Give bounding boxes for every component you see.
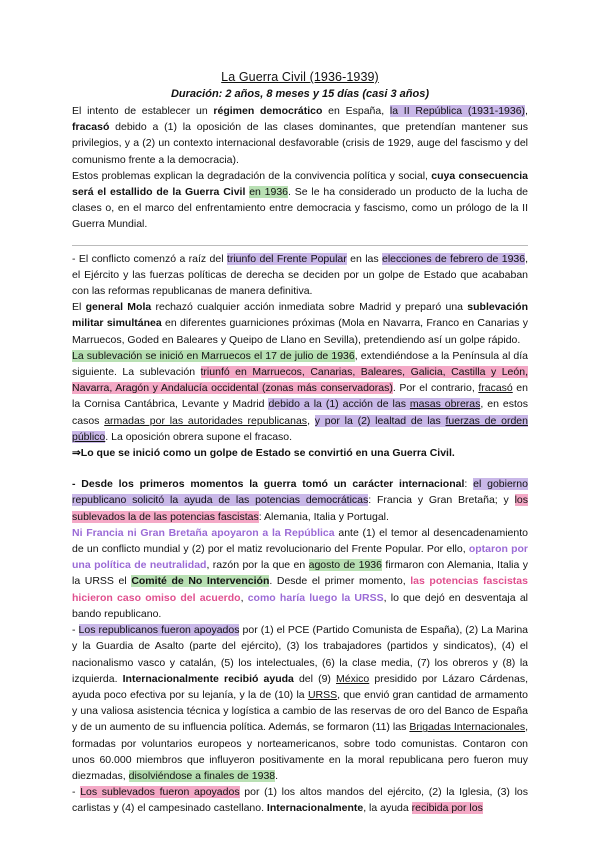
intro-paragraph-1: El intento de establecer un régimen democrático en España, la II República (1931-1936), fracasó debido a (1) la oposición de las clases dominantes, que pretendían mantener sus privilegios, y a (2) un contexto internacional desfavorable (crisis de 1929, auge del fascismo y del comunismo frente a la democracia). [72, 105, 528, 166]
international-paragraph-2: Ni Francia ni Gran Bretaña apoyaron a la República ante (1) el temor al desencadenamiento de un conflicto mundial y (2) por el matiz revolucionario del Frente Popular. Por ello, optaron por una política de neutralidad, razón por la que en agosto de 1936 firmaron con Alemania, Italia y la URSS el Comité de No Intervención. Desde el primer momento, las potencias fascistas hicieron caso omiso del acuerdo, como haría luego la URSS, lo que dejó en desventaja al bando republicano. [72, 526, 528, 620]
section-divider [72, 245, 528, 246]
origins-paragraph-2: El general Mola rechazó cualquier acción inmediata sobre Madrid y preparó una sublevación militar simultánea en diferentes guarniciones próximas (Mola en Navarra, Franco en Canarias y Marruecos, Goded en Baleares y Queipo de Llano en Sevilla), pretendiendo así un golpe rápido. [72, 301, 528, 346]
international-paragraph-3: - Los republicanos fueron apoyados por (1) el PCE (Partido Comunista de España), (2) La Marina y la Guardia de Asalto (parte del ejército), (3) los trabajadores (partidos y sindicatos), (4) el nacionalismo vasco y catalán, (5) los intelectuales, (6) la clase media, (7) los obreros y (8) la izquierda. Internacionalmente recibió ayuda del (9) México presidido por Lázaro Cárdenas, ayuda poco efectiva por su lejanía, y la de (10) la URSS, que envió gran cantidad de armamento y una valiosa asistencia técnica y logística a cambio de las reservas de oro del Banco de España y de un aumento de su influencia política. Además, se formaron (11) las Brigadas Internacionales, formadas por voluntarios europeos y norteamericanos, sobre todo comunistas. Contaron con unos 60.000 miembros que influyeron positivamente en la moral republicana pero fueron muy diezmadas, disolviéndose a finales de 1938. [72, 624, 529, 782]
international-paragraph-4: - Los sublevados fueron apoyados por (1) los altos mandos del ejército, (2) la Iglesia, (3) los carlistas y (4) el campesinado castellano. Internacionalmente, la ayuda recibida por los [72, 786, 529, 815]
international-paragraph-1: - Desde los primeros momentos la guerra tomó un carácter internacional: el gobierno republicano solicitó la ayuda de las potencias democráticas: Francia y Gran Bretaña; y los sublevados la de las potencias fascistas: Alemania, Italia y Portugal. [72, 478, 529, 523]
origins-conclusion: ⇒Lo que se inició como un golpe de Estado se convirtió en una Guerra Civil. [72, 447, 455, 460]
document-subtitle: Duración: 2 años, 8 meses y 15 días (casi 3 años) [170, 88, 429, 100]
document-body [72, 103, 528, 817]
intro-paragraph-2: Estos problemas explican la degradación de la convivencia política y social, cuya consecuencia será el estallido de la Guerra Civil en 1936. Se le ha considerado un producto de la lucha de clases o, en el marco del enfrentamiento entre democracia y fascismo, como un prólogo de la II Guerra Mundial. [72, 169, 529, 231]
document-title: La Guerra Civil (1936-1939) [221, 70, 379, 84]
origins-paragraph-3: La sublevación se inició en Marruecos el 17 de julio de 1936, extendiéndose a la Península al día siguiente. La sublevación triunfó en Marruecos, Canarias, Baleares, Galicia, Castilla y León, Navarra, Aragón y Andalucía occidental (zonas más conservadoras). Por el contrario, fracasó en la Cornisa Cantábrica, Levante y Madrid debido a la (1) acción de las masas obreras, en estos casos armadas por las autoridades republicanas, y por la (2) lealtad de las fuerzas de orden público. La oposición obrera supone el fracaso. [72, 349, 528, 443]
origins-paragraph-1: - El conflicto comenzó a raíz del triunfo del Frente Popular en las elecciones de febrero de 1936, el Ejército y las fuerzas políticas de derecha se deciden por un golpe de Estado que acababan con las reformas republicanas de manera definitiva. [72, 252, 529, 298]
paragraph-gap [72, 461, 528, 476]
